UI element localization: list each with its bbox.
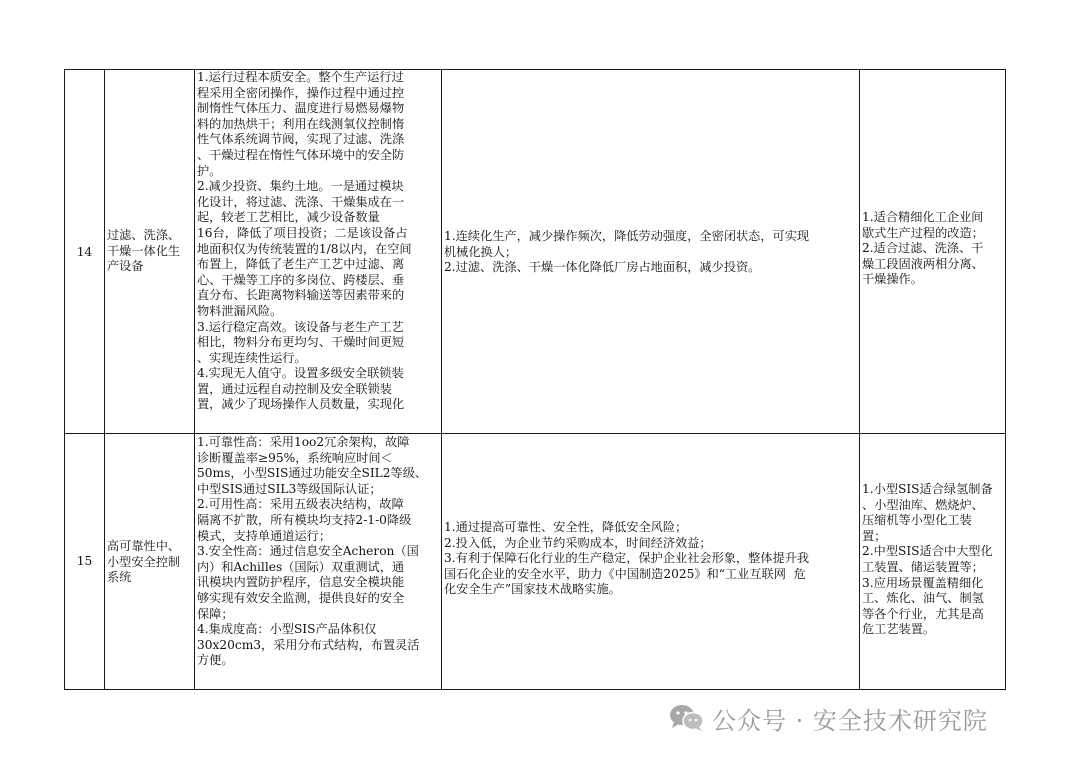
column-divider xyxy=(194,69,195,690)
watermark xyxy=(668,700,988,736)
row-number: 14 xyxy=(76,245,93,259)
row-number: 15 xyxy=(76,554,93,568)
technical-features: 1.可靠性高：采用1oo2冗余架构，故障 诊断覆盖率≥95%，系统响应时间＜ 50ms，小型SIS通过功能安全SIL2等级、 中型SIS通过SIL3等级国际认证； 2.可用性高：采用五级表决结构，故障 隔离不扩散，所有模块均支持2-1-0降级 模式，支持单通道运行； 3.安全性高：通过信息安全Acheron（国 内）和Achilles（国际）双重测试，通 讯模块内置防护程序，信息安全模块能 够实现有效安全监测，提供良好的安全 保障； 4.集成度高：小型SIS产品体积仅 30x20cm3，采用分布式结构，布置灵活 方便。 xyxy=(197,435,428,668)
watermark-text: 公众号 · 安全技术研究院 xyxy=(712,706,988,735)
table-bottom-border xyxy=(64,689,1006,690)
wechat-icon xyxy=(668,703,706,733)
technical-features: 1.运行过程本质安全。整个生产运行过 程采用全密闭操作，操作过程中通过控 制惰性气体压力、温度进行易燃易爆物 料的加热烘干；利用在线测氧仪控制惰 性气体系统调节阀，实现了过滤、洗涤 、干燥过程在惰性气体环境中的安全防 护。 2.减少投资、集约土地。一是通过模块 化设计，将过滤、洗涤、干燥集成在一 起，较老工艺相比，减少设备数量 16台，降低了项目投资；二是该设备占 地面积仅为传统装置的1/8以内，在空间 布置上，降低了老生产工艺中过滤、离 心、干燥等工序的多岗位、跨楼层、垂 直分布、长距离物料输送等因素带来的 物料泄漏风险。 3.运行稳定高效。该设备与老生产工艺 相比，物料分布更均匀、干燥时间更短 、实现连续性运行。 4.实现无人值守。设置多级安全联锁装 置，通过远程自动控制及安全联锁装 置，减少了现场操作人员数量，实现化 xyxy=(197,70,412,412)
equipment-table xyxy=(64,69,1006,690)
column-divider xyxy=(859,69,860,690)
table-right-border xyxy=(1005,69,1006,690)
application-scope: 1.适合精细化工企业间 歇式生产过程的改造； 2.适合过滤、洗涤、干 燥工段固液两相分离、 干燥操作。 xyxy=(862,210,984,287)
row-divider xyxy=(64,433,1006,434)
application-benefits: 1.通过提高可靠性、安全性，降低安全风险； 2.投入低，为企业节约采购成本，时间经济效益； 3.有利于保障石化行业的生产稳定，保护企业社会形象，整体提升我 国石化企业的安全水平，助力《中国制造2025》和“工业互联网 危 化安全生产”国家技术战略实施。 xyxy=(444,520,810,597)
table-left-border xyxy=(64,69,65,690)
column-divider xyxy=(441,69,442,690)
column-divider xyxy=(104,69,105,690)
application-benefits: 1.连续化生产，减少操作频次，降低劳动强度，全密闭状态，可实现 机械化换人； 2.过滤、洗涤、干燥一体化降低厂房占地面积，减少投资。 xyxy=(444,229,810,275)
application-scope: 1.小型SIS适合绿氢制备 、小型油库、燃烧炉、 压缩机等小型化工装 置； 2.中型SIS适合中大型化 工装置、储运装置等； 3.应用场景覆盖精细化 工、炼化、油气、制氢 等各个行业，尤其是高 危工艺装置。 xyxy=(862,482,993,637)
equipment-name: 高可靠性中、 小型安全控制 系统 xyxy=(107,539,181,585)
equipment-name: 过滤、洗涤、 干燥一体化生 产设备 xyxy=(107,228,181,274)
